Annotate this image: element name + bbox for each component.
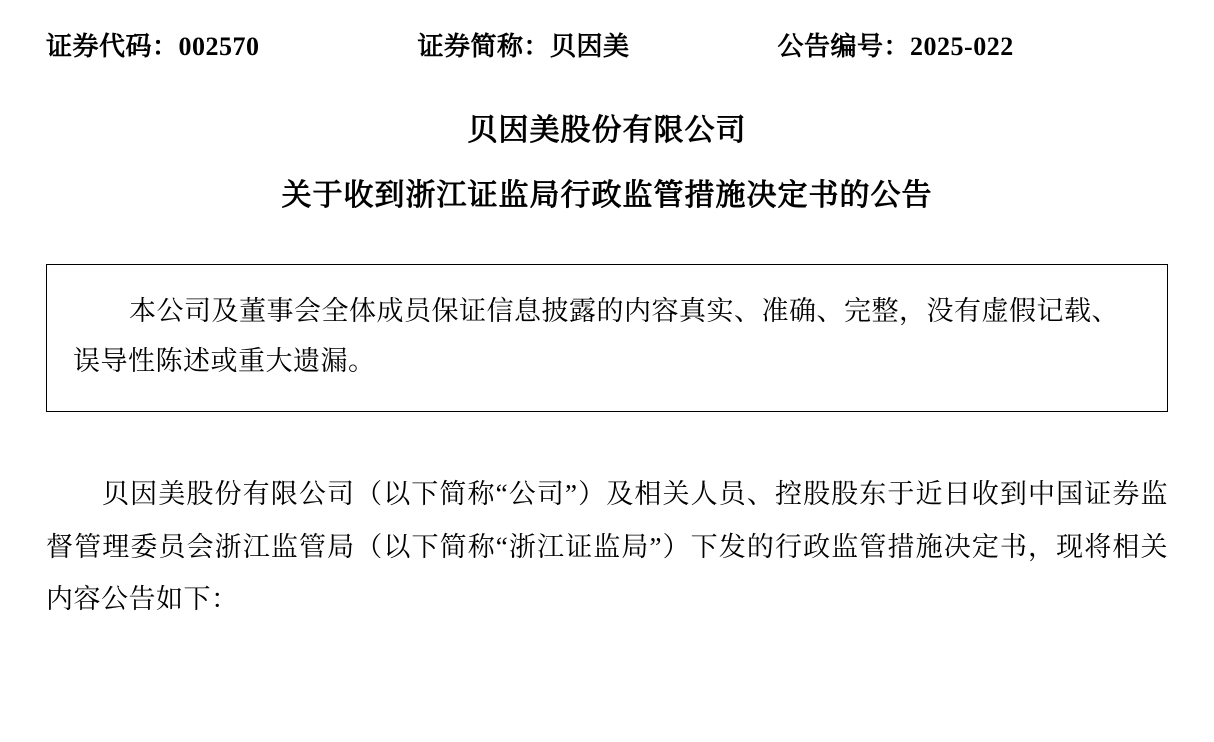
document-body — [46, 468, 1168, 626]
page-title — [46, 111, 1168, 216]
company-name-title: 贝因美股份有限公司 — [467, 114, 747, 147]
security-code: 证券代码：002570 — [46, 32, 260, 61]
body-paragraph-1: 贝因美股份有限公司（以下简称“公司”）及相关人员、控股股东于近日收到中国证券监督管理委员会浙江监管局（以下简称“浙江证监局”）下发的行政监管措施决定书，现将相关内容公告如下： — [46, 478, 1168, 615]
announcement-subject-title: 关于收到浙江证监局行政监管措施决定书的公告 — [281, 178, 933, 212]
disclaimer-text: 本公司及董事会全体成员保证信息披露的内容真实、准确、完整，没有虚假记载、误导性陈述或重大遗漏。 — [73, 296, 1119, 376]
security-name: 证券简称：贝因美 — [417, 32, 630, 61]
document-header — [46, 0, 1168, 63]
disclaimer-box — [46, 264, 1168, 412]
announcement-number: 公告编号：2025-022 — [777, 32, 1014, 61]
